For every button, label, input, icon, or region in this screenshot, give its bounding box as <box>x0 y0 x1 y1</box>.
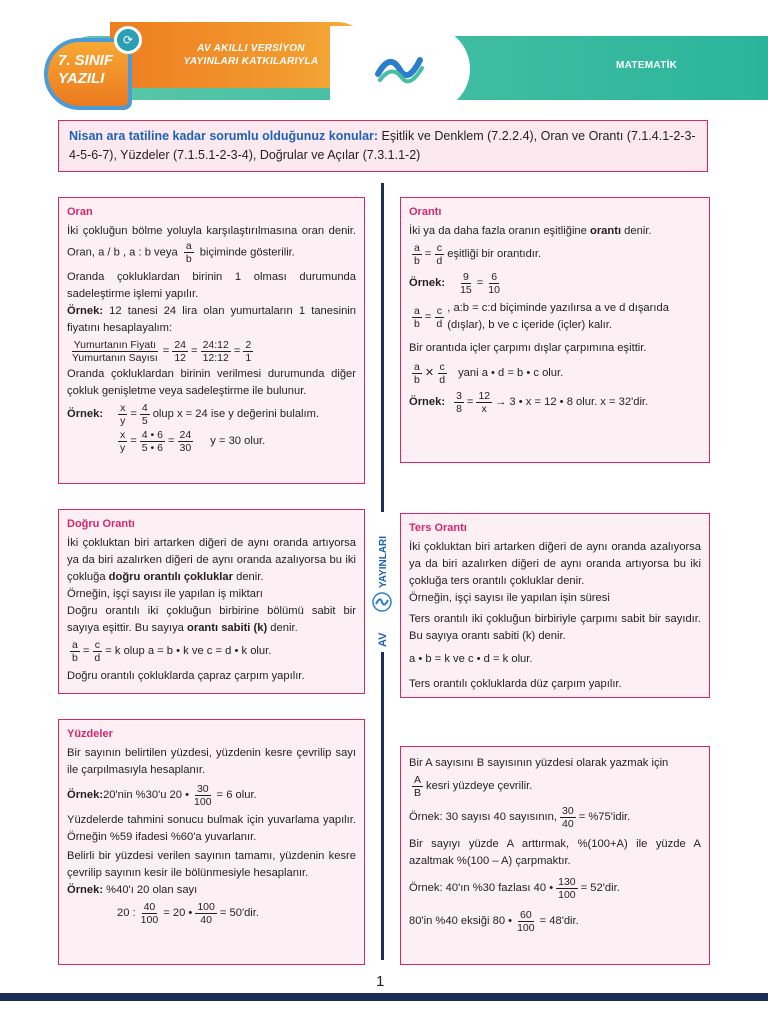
frac-num: 24:12 <box>202 339 229 351</box>
fraction <box>412 305 422 330</box>
footer-line <box>0 993 768 1001</box>
oranti-p1-post: denir. <box>621 225 652 237</box>
frac-den: b <box>185 253 192 265</box>
yuzde2-p1: Bir A sayısını B sayısının yüzdesi olarak yazmak için <box>409 757 669 769</box>
fraction <box>434 242 444 267</box>
fraction <box>560 805 576 830</box>
fraction <box>556 876 578 901</box>
frac-den: 5 • 6 <box>141 442 163 454</box>
yuzde2-ex2-pre: Örnek: 40'ın %30 fazlası 40 • <box>409 882 554 894</box>
frac-num: 2 <box>245 339 252 351</box>
frac-den: y <box>120 415 126 427</box>
frac-den: 40 <box>200 914 212 926</box>
frac-num: Yumurtanın Fiyatı <box>73 339 157 351</box>
frac-num: 9 <box>462 271 469 283</box>
frac-den: x <box>481 403 487 415</box>
dogru-p3-pre: Doğru orantılı iki çokluğun birbirine bölümü sabit bir sayıya eşittir. Bu sayıya <box>67 605 356 634</box>
oranti-title: Orantı <box>409 206 442 218</box>
fraction <box>412 242 422 267</box>
frac-den: b <box>414 255 420 267</box>
topics-label: Nisan ara tatiline kadar sorumlu olduğunuz konular: <box>69 129 379 143</box>
fraction <box>486 271 502 296</box>
frac-den: 100 <box>194 796 212 808</box>
frac-den: y <box>120 442 126 454</box>
fraction <box>515 909 537 934</box>
fraction <box>412 361 422 386</box>
frac-num: c <box>439 361 445 373</box>
ters-p2: Örneğin, işçi sayısı ile yapılan işin süresi <box>409 592 610 604</box>
ters-p4: Ters orantılı çokluklarda düz çarpım yapılır. <box>409 678 622 690</box>
yuzdeler-p1: Bir sayının belirtilen yüzdesi, yüzdenin kesre çevrilip sayı ile çarpılmasıyla hesaplanır. <box>67 747 356 776</box>
clock-icon: ⟳ <box>114 26 142 54</box>
yuzdeler-example-1 <box>67 783 356 808</box>
frac-num: c <box>436 242 442 254</box>
oran-title: Oran <box>67 206 93 218</box>
frac-num: 40 <box>143 901 156 913</box>
fraction <box>201 339 231 364</box>
fraction <box>192 783 214 808</box>
dogru-p3-bold: orantı sabiti (k) <box>187 622 268 634</box>
frac-num: 3 <box>456 390 462 402</box>
yuzde2-p1b: kesri yüzdeye çevrilir. <box>426 780 533 792</box>
fraction <box>178 429 194 454</box>
frac-num: c <box>94 639 100 651</box>
topics-banner <box>58 120 708 172</box>
fraction <box>184 240 194 265</box>
av-logo-icon <box>370 44 428 92</box>
fraction <box>92 639 102 664</box>
side-brand <box>371 512 393 652</box>
fraction <box>454 390 464 415</box>
oran-ex1-text: 12 tanesi 24 lira olan yumurtaların 1 tanesinin fiyatını hesaplayalım: <box>67 305 356 334</box>
oran-p1 <box>67 223 356 265</box>
oranti-example-2: Örnek: $\frac{3}{8}$ = $\frac{12}{x}$ → 3 • x = 12 • 8 olur. x = 32'dir. <box>409 390 649 415</box>
oran-example-2 <box>67 402 356 427</box>
frac-den: d <box>439 374 446 386</box>
yuzdeler-box <box>58 719 365 965</box>
equals: = <box>191 345 198 357</box>
oranti-def: $\frac{a}{b}$ = $\frac{c}{d}$ eşitliği bir orantıdır. <box>414 242 542 267</box>
dogru-p2: Örneğin, işçi sayısı ile yapılan iş miktarı <box>67 588 263 600</box>
oranti-p1-pre: İki ya da daha fazla oranın eşitliğine <box>409 225 590 237</box>
dogru-p1-pre: İki çokluktan biri artarken diğeri de aynı oranda artıyorsa ya da biri azalırken diğeri de aynı oranda azalıyorsa bu iki çokluğa <box>67 537 356 583</box>
oran-p3: Oranda çokluklardan birinin verilmesi durumunda diğer çokluk genişletme veya sadeleştirme ile bulunur. <box>67 368 356 397</box>
frac-num: 60 <box>520 909 532 921</box>
topics-text: Eşitlik ve Denklem (7.2.2.4), Oran ve Orantı (7.1.4.1-2-3-4-5-6-7), Yüzdeler (7.1.5.1-2-3-4), Doğrular ve Açılar (7.3.1.1-2) <box>69 129 696 162</box>
oran-p2: Oranda çokluklardan birinin 1 olması durumunda sadeleştirme işlemi yapılır. <box>67 271 356 300</box>
frac-den: d <box>436 255 443 267</box>
frac-den: 1 <box>245 352 252 364</box>
dogru-title: Doğru Orantı <box>67 518 135 530</box>
frac-den: d <box>94 652 101 664</box>
dogru-formula-text: = k olup a = b • k ve c = d • k olur. <box>105 645 272 657</box>
fraction <box>195 901 217 926</box>
yuzdeler-p2: Yüzdelerde tahmini sonucu bulmak için yuvarlama yapılır. Örneğin %59 ifadesi %60'a yuvarlanır. <box>67 814 356 843</box>
yuzde2-ex3-pre: 80'in %40 eksiği 80 • <box>409 915 513 927</box>
fraction <box>243 339 253 364</box>
badge-line-2: YAZILI <box>58 70 105 87</box>
frac-den: 100 <box>140 914 159 926</box>
oranti-ex2-text: → 3 • x = 12 • 8 olur. x = 32'dir. <box>495 396 649 408</box>
yuzdeler-ex2-label: Örnek: <box>67 884 104 896</box>
fraction <box>458 271 474 296</box>
frac-num: a <box>72 639 78 651</box>
equals: = <box>130 408 137 420</box>
frac-den: Yumurtanın Sayısı <box>72 352 158 364</box>
yuzdeler-ex1-pre: 20'nin %30'u 20 • <box>103 789 190 801</box>
page-number: 1 <box>376 973 385 990</box>
oran-ex2-label: Örnek: <box>67 408 104 420</box>
equals: = <box>233 345 241 357</box>
yuzde2-ex1-pre: Örnek: 30 sayısı 40 sayısının, <box>409 811 557 823</box>
ters-title: Ters Orantı <box>409 522 467 534</box>
frac-num: a <box>414 361 420 373</box>
oranti-p4: Bir orantıda içler çarpımı dışlar çarpımına eşittir. <box>409 342 647 354</box>
yuzdeler-eq-mid: = 20 • <box>163 907 193 919</box>
frac-num: 12 <box>478 390 491 402</box>
oran-p1b: biçiminde gösterilir. <box>199 246 295 259</box>
dogru-p1-post: denir. <box>233 571 264 583</box>
fraction <box>70 339 160 364</box>
frac-num: x <box>120 429 126 441</box>
frac-num: c <box>436 304 442 317</box>
frac-den: B <box>414 787 422 799</box>
yuzdeler-title: Yüzdeler <box>67 728 113 740</box>
fraction <box>140 429 165 454</box>
frac-den: 10 <box>488 284 500 296</box>
yuzde2-example-1 <box>409 805 701 830</box>
yuzdeler-example-2-solution <box>67 901 356 926</box>
ters-oranti-box <box>400 513 710 698</box>
oran-box <box>58 197 365 484</box>
oran-ex2-text: olup x = 24 ise y değerini bulalım. <box>152 408 320 420</box>
frac-num: a <box>414 242 420 254</box>
yuzdeler-eq-post: = 50'dir. <box>219 907 260 919</box>
fraction <box>476 390 492 415</box>
frac-num: 4 • 6 <box>141 429 163 441</box>
yuzde2-p2: Bir sayıyı yüzde A arttırmak, %(100+A) ile yüzde A azaltmak %(100 – A) çarpmaktır. <box>409 838 701 867</box>
ters-p1: İki çokluktan biri artarken diğeri de aynı oranda azalıyorsa ya da biri azalırken diğeri de aynı oranda artıyorsa bu iki çokluğa ters orantılı çokluklar denir. <box>409 541 701 587</box>
yuzde2-ex2-post: = 52'dir. <box>580 882 620 894</box>
frac-den: 5 <box>141 415 148 427</box>
frac-num: a <box>414 304 420 317</box>
frac-num: 30 <box>562 805 574 817</box>
oran-p1a: İki çokluğun bölme yoluyla karşılaştırılmasına oran denir. Oran, a / b , a : b veya <box>67 225 356 259</box>
yuzdeler-eq-pre: 20 : <box>117 907 136 919</box>
frac-den: 30 <box>179 442 192 454</box>
dogru-p1-bold: doğru orantılı çokluklar <box>108 571 233 583</box>
tagline-line-2: YAYINLARI KATKILARIYLA <box>183 56 319 67</box>
equals: = <box>130 435 137 447</box>
fraction <box>437 361 447 386</box>
frac-num: 30 <box>196 783 209 795</box>
frac-num: 100 <box>197 901 215 913</box>
ters-p3: Ters orantılı iki çokluğun birbiriyle çarpımı sabit bir sayıdır. Bu sayıya orantı sabiti (k) denir. <box>409 613 701 642</box>
yuzde-2-box <box>400 746 710 965</box>
fraction <box>70 639 80 664</box>
fraction <box>172 339 188 364</box>
frac-den: d <box>436 317 443 330</box>
dogru-p3-post: denir. <box>267 622 298 634</box>
frac-num: 24 <box>174 339 187 351</box>
tagline-line-1: AV AKILLI VERSİYON <box>197 43 305 54</box>
frac-den: b <box>414 374 420 386</box>
badge-line-1: 7. SINIF <box>58 52 114 69</box>
oranti-p2: eşitliği bir orantıdır. <box>447 248 542 260</box>
frac-den: 8 <box>456 403 462 415</box>
fraction <box>118 429 127 454</box>
fraction <box>118 402 127 427</box>
yuzde2-example-3 <box>409 909 701 934</box>
frac-num: A <box>414 774 422 786</box>
oranti-ex-label: Örnek: <box>409 277 446 289</box>
fraction <box>140 402 150 427</box>
fraction <box>139 901 161 926</box>
yuzdeler-ex1-post: = 6 olur. <box>216 789 257 801</box>
oranti-box <box>400 197 710 463</box>
equals: = <box>168 435 175 447</box>
fraction <box>434 305 444 330</box>
oran-equation-1 <box>67 339 356 364</box>
dogru-oranti-box <box>58 509 365 694</box>
oranti-p5: yani a • d = b • c olur. <box>458 367 564 379</box>
frac-den: 100 <box>517 922 535 934</box>
oranti-p3-row: $\frac{a}{b}$ = $\frac{c}{d}$ , a:b = c:d biçiminde yazılırsa a ve d dışarıda (dışlar), b ve c içeride (içler) kalır. <box>409 300 701 334</box>
frac-den: 15 <box>460 284 472 296</box>
subject-label: MATEMATİK <box>616 60 678 71</box>
oran-ex2-result: y = 30 olur. <box>210 435 266 447</box>
frac-den: b <box>72 652 78 664</box>
yuzde2-ex3-post: = 48'dir. <box>539 915 579 927</box>
oranti-cross <box>409 361 701 386</box>
yuzdeler-ex2-text: %40'ı 20 olan sayı <box>103 884 198 896</box>
frac-num: 4 <box>141 402 148 414</box>
frac-num: 24 <box>179 429 192 441</box>
oran-ex1-label: Örnek: <box>67 305 104 317</box>
frac-num: 6 <box>491 271 498 283</box>
fraction <box>412 774 423 799</box>
cross-icon: ✕ <box>424 367 435 379</box>
ters-formula: a • b = k ve c • d = k olur. <box>409 653 533 665</box>
oranti-ex2-label: Örnek: <box>409 396 446 408</box>
oranti-p1-bold: orantı <box>589 225 622 237</box>
yuzde2-frac-row <box>409 774 701 799</box>
frac-num: x <box>120 402 126 414</box>
oranti-p3: , a:b = c:d biçiminde yazılırsa a ve d dışarıda (dışlar), b ve c içeride (içler) kalır. <box>447 302 669 331</box>
yuzde2-ex1-post: = %75'idir. <box>578 811 631 823</box>
oranti-example: Örnek: $\frac{9}{15}$ = $\frac{6}{10}$ <box>409 271 500 296</box>
frac-num: 130 <box>558 876 576 888</box>
grade-badge-text <box>58 52 128 88</box>
equals: = <box>162 345 170 357</box>
yuzde2-example-2 <box>409 876 701 901</box>
header-tagline <box>176 42 326 68</box>
svg-text:YAYINLARI: YAYINLARI <box>378 535 389 588</box>
dogru-formula: $\frac{a}{b}$ = $\frac{c}{d}$ = k olup a = b • k ve c = d • k olur. <box>72 639 272 664</box>
svg-text:AV: AV <box>377 632 389 647</box>
yuzdeler-ex1-label: Örnek: <box>67 789 104 801</box>
frac-num: a <box>185 240 192 252</box>
frac-den: b <box>414 317 420 330</box>
dogru-p4: Doğru orantılı çokluklarda çapraz çarpım yapılır. <box>67 670 305 682</box>
frac-den: 40 <box>562 818 574 830</box>
frac-den: 100 <box>558 889 576 901</box>
frac-den: 12 <box>174 352 187 364</box>
frac-den: 12:12 <box>202 352 229 364</box>
oran-example-2-solution <box>67 429 356 454</box>
yuzdeler-p3: Belirli bir yüzdesi verilen sayının tamamı, yüzdenin kesre çevrilip sayının kesir ile bölünmesiyle hesaplanır. <box>67 850 356 879</box>
